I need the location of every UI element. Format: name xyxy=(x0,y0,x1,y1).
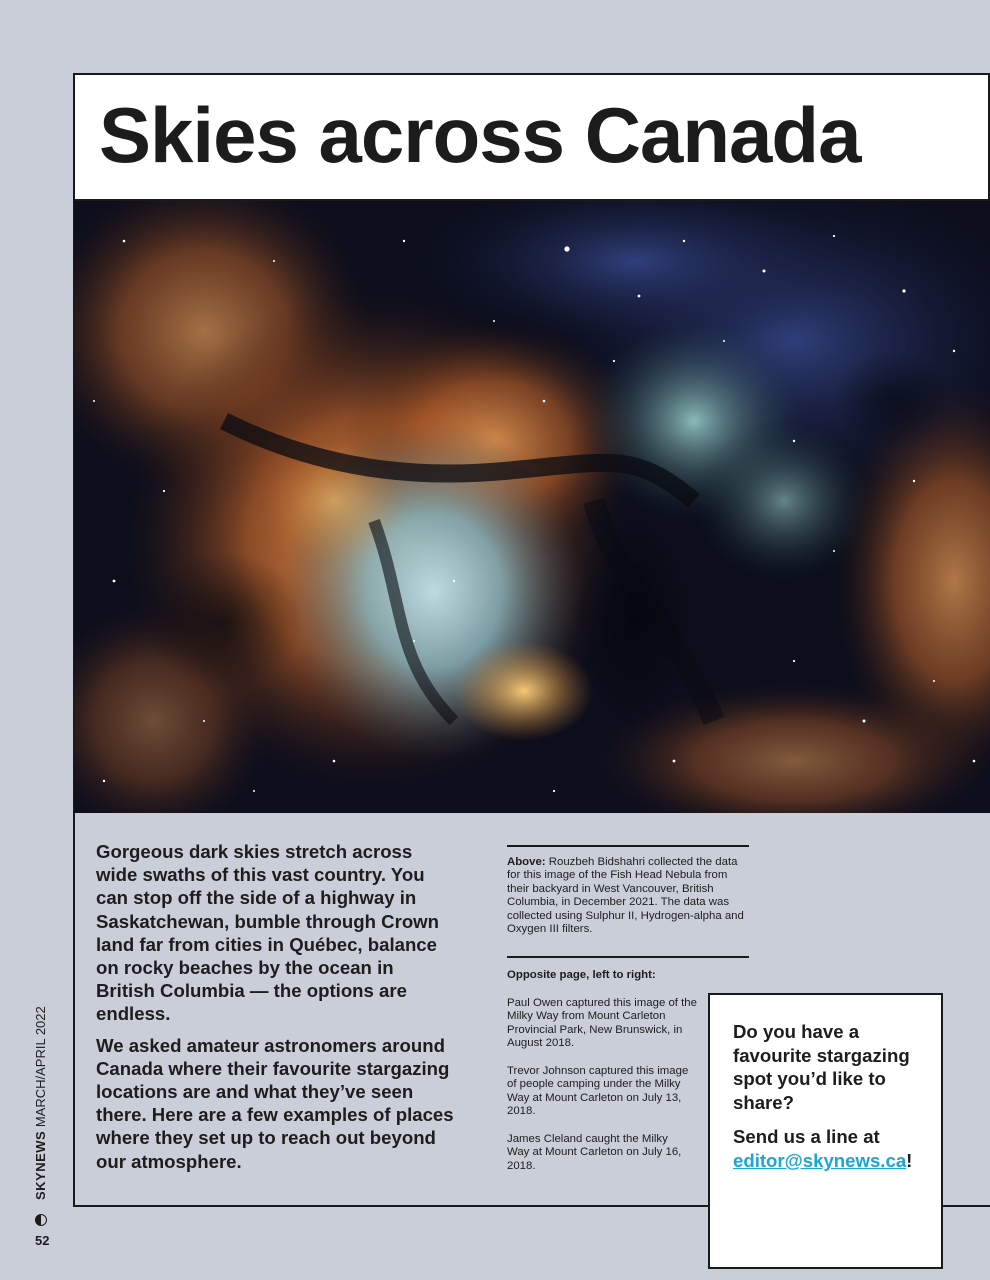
callout-text xyxy=(733,1020,933,1184)
caption-above xyxy=(507,856,752,936)
intro-paragraph-1: Gorgeous dark skies stretch across wide swaths of this vast country. You can stop off the side of a highway in Saskatchewan, bumble through Crown land far from cities in Québec, balance on rocky beaches by the ocean in British Columbia — the options are endless. xyxy=(96,841,439,1025)
caption-above-label: Above: xyxy=(507,856,546,868)
opposite-caption-1: Paul Owen captured this image of the Milky Way from Mount Carleton Provincial Park, New Brunswick, in August 2018. xyxy=(507,997,697,1050)
callout-cta xyxy=(733,1125,933,1172)
caption-above-text: Rouzbeh Bidshahri collected the data for this image of the Fish Head Nebula from their backyard in West Vancouver, British Columbia, in December 2021. The data was collected using Sulphur II, Hydrogen-alpha and Oxygen III filters. xyxy=(507,856,744,936)
opposite-page-heading: Opposite page, left to right: xyxy=(507,969,656,981)
nebula-image xyxy=(74,201,990,813)
title-box xyxy=(73,73,990,201)
issue-date: MARCH/APRIL 2022 xyxy=(33,1006,48,1131)
intro-text xyxy=(96,840,456,1181)
caption-divider-middle xyxy=(507,956,749,958)
editor-email-link[interactable]: editor@skynews.ca xyxy=(733,1149,907,1171)
page-number: 52 xyxy=(35,1233,50,1248)
callout-cta-suffix: ! xyxy=(906,1149,913,1171)
brand-name: SKYNEWS xyxy=(33,1130,48,1200)
contact-callout-box xyxy=(708,993,943,1269)
page-title: Skies across Canada xyxy=(99,91,861,179)
callout-question: Do you have a favourite stargazing spot you’d like to share? xyxy=(733,1021,910,1113)
opposite-caption-2: Trevor Johnson captured this image of people camping under the Milky Way at Mount Carleton on July 13, 2018. xyxy=(507,1065,689,1118)
callout-cta-prefix: Send us a line at xyxy=(733,1126,880,1148)
opposite-caption-3: James Cleland caught the Milky Way at Mount Carleton on July 16, 2018. xyxy=(507,1133,682,1172)
intro-paragraph-2: We asked amateur astronomers around Canada where their favourite stargazing locations are and what they’ve seen there. Here are a few examples of places where they set up to reach out beyond our atmosphere. xyxy=(96,1034,454,1172)
caption-divider-top xyxy=(507,845,749,847)
half-moon-icon xyxy=(35,1214,47,1226)
issue-footer xyxy=(34,1006,47,1200)
nebula-photo xyxy=(74,201,990,813)
